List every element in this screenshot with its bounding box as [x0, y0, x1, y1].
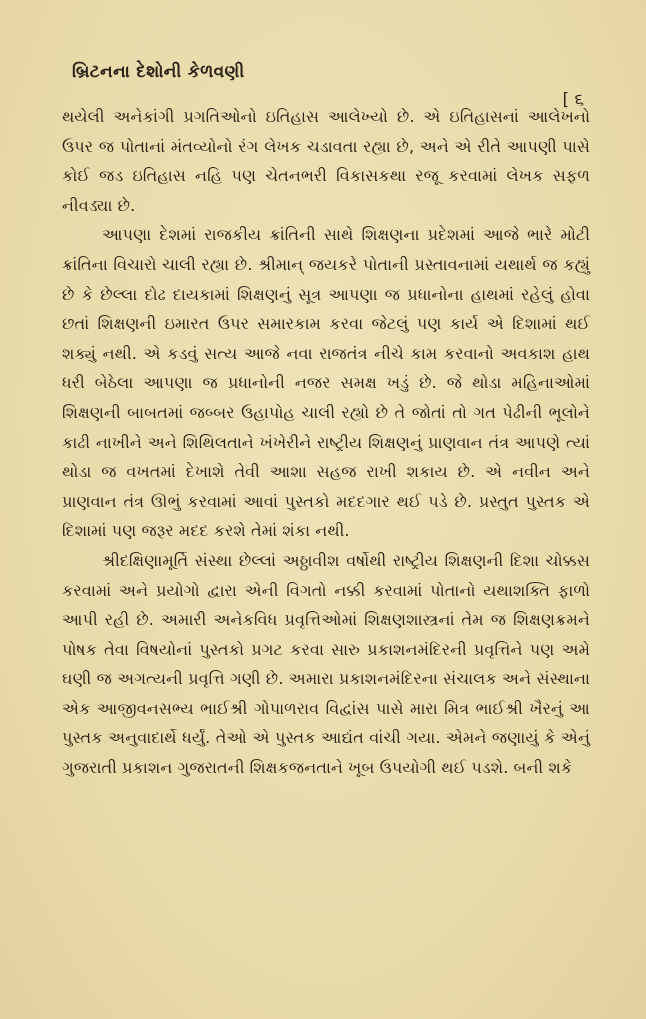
page-number: [ ૬: [562, 90, 584, 110]
paragraph-3: શ્રીદક્ષિણામૂર્તિ સંસ્થા છેલ્લાં અઠ્ઠાવીશ વર્ષોથી રાષ્ટ્રીય શિક્ષણની દિશા ચોક્કસ કરવામાં અને પ્રયોગો દ્વારા એની વિગતો નક્કી કરવામાં પોતાનો યથાશક્તિ ફાળો આપી રહી છે. અમારી અનેકવિધ પ્રવૃત્તિઓમાં શિક્ષણશાસ્ત્રનાં તેમ જ શિક્ષણક્રમને પોષક તેવા વિષયોનાં પુસ્તકો પ્રગટ કરવા સારુ પ્રકાશનમંદિરની પ્રવૃત્તિને પણ અમે ઘણી જ અગત્યની પ્રવૃત્તિ ગણી છે. અમારા પ્રકાશનમંદિરના સંચાલક અને સંસ્થાના એક આજીવનસભ્ય ભાઈશ્રી ગોપાળરાવ વિદ્વાંસ પાસે મારા મિત્ર ભાઈશ્રી ખૈરનું આ પુસ્તક અનુવાદાર્થે ધર્યું. તેઓ એ પુસ્તક આદ્યંત વાંચી ગયા. એમને જણાયું કે એનું ગુજરાતી પ્રકાશન ગુજરાતની શિક્ષકજનતાને ખૂબ ઉપયોગી થઈ પડશે. બની શકે: [62, 550, 590, 778]
running-title: બ્રિટનના દેશોની કેળવણી: [72, 62, 245, 82]
running-header: [62, 62, 590, 110]
body-text: [62, 102, 590, 783]
paragraph-2: આપણા દેશમાં રાજકીય ક્રાંતિની સાથે શિક્ષણના પ્રદેશમાં આજે ભારે મોટી ક્રાંતિના વિચારો ચાલી રહ્યા છે. શ્રીમાન્ જયકરે પોતાની પ્રસ્તાવનામાં યથાર્થ જ કહ્યું છે કે છેલ્લા દોઢ દાયકામાં શિક્ષણનું સૂત્ર આપણા જ પ્રધાનોના હાથમાં રહેલું હોવા છતાં શિક્ષણની ઇમારત ઉપર સમારકામ કરવા જેટલું પણ કાર્ય એ દિશામાં થઈ શક્યું નથી. એ કડવું સત્ય આજે નવા રાજતંત્ર નીચે કામ કરવાનો અવકાશ હાથ ધરી બેઠેલા આપણા જ પ્રધાનોની નજર સમક્ષ ખડું છે. જે થોડા મહિનાઓમાં શિક્ષણની બાબતમાં જબ્બર ઉહાપોહ ચાલી રહ્યો છે તે જોતાં તો ગત પેઢીની ભૂલોને કાઢી નાખીને અને શિથિલતાને ખંખેરીને રાષ્ટ્રીય શિક્ષણનું પ્રાણવાન તંત્ર આપણે ત્યાં થોડા જ વખતમાં દેખાશે તેવી આશા સહજ રાખી શકાય છે. એ નવીન અને પ્રાણવાન તંત્ર ઊભું કરવામાં આવાં પુસ્તકો મદદગાર થઈ પડે છે. પ્રસ્તુત પુસ્તક એ દિશામાં પણ જરૂર મદદ કરશે તેમાં શંકા નથી.: [62, 225, 590, 541]
paragraph-1: થયેલી અનેકાંગી પ્રગતિઓનો ઇતિહાસ આલેખ્યો છે. એ ઇતિહાસનાં આલેખનો ઉપર જ પોતાનાં મંતવ્યોનો રંગ લેખક ચડાવતા રહ્યા છે, અને એ રીતે આપણી પાસે કોઈ જડ ઇતિહાસ નહિ પણ ચેતનભરી વિકાસકથા રજૂ કરવામાં લેખક સફળ નીવડ્યા છે.: [62, 107, 590, 215]
